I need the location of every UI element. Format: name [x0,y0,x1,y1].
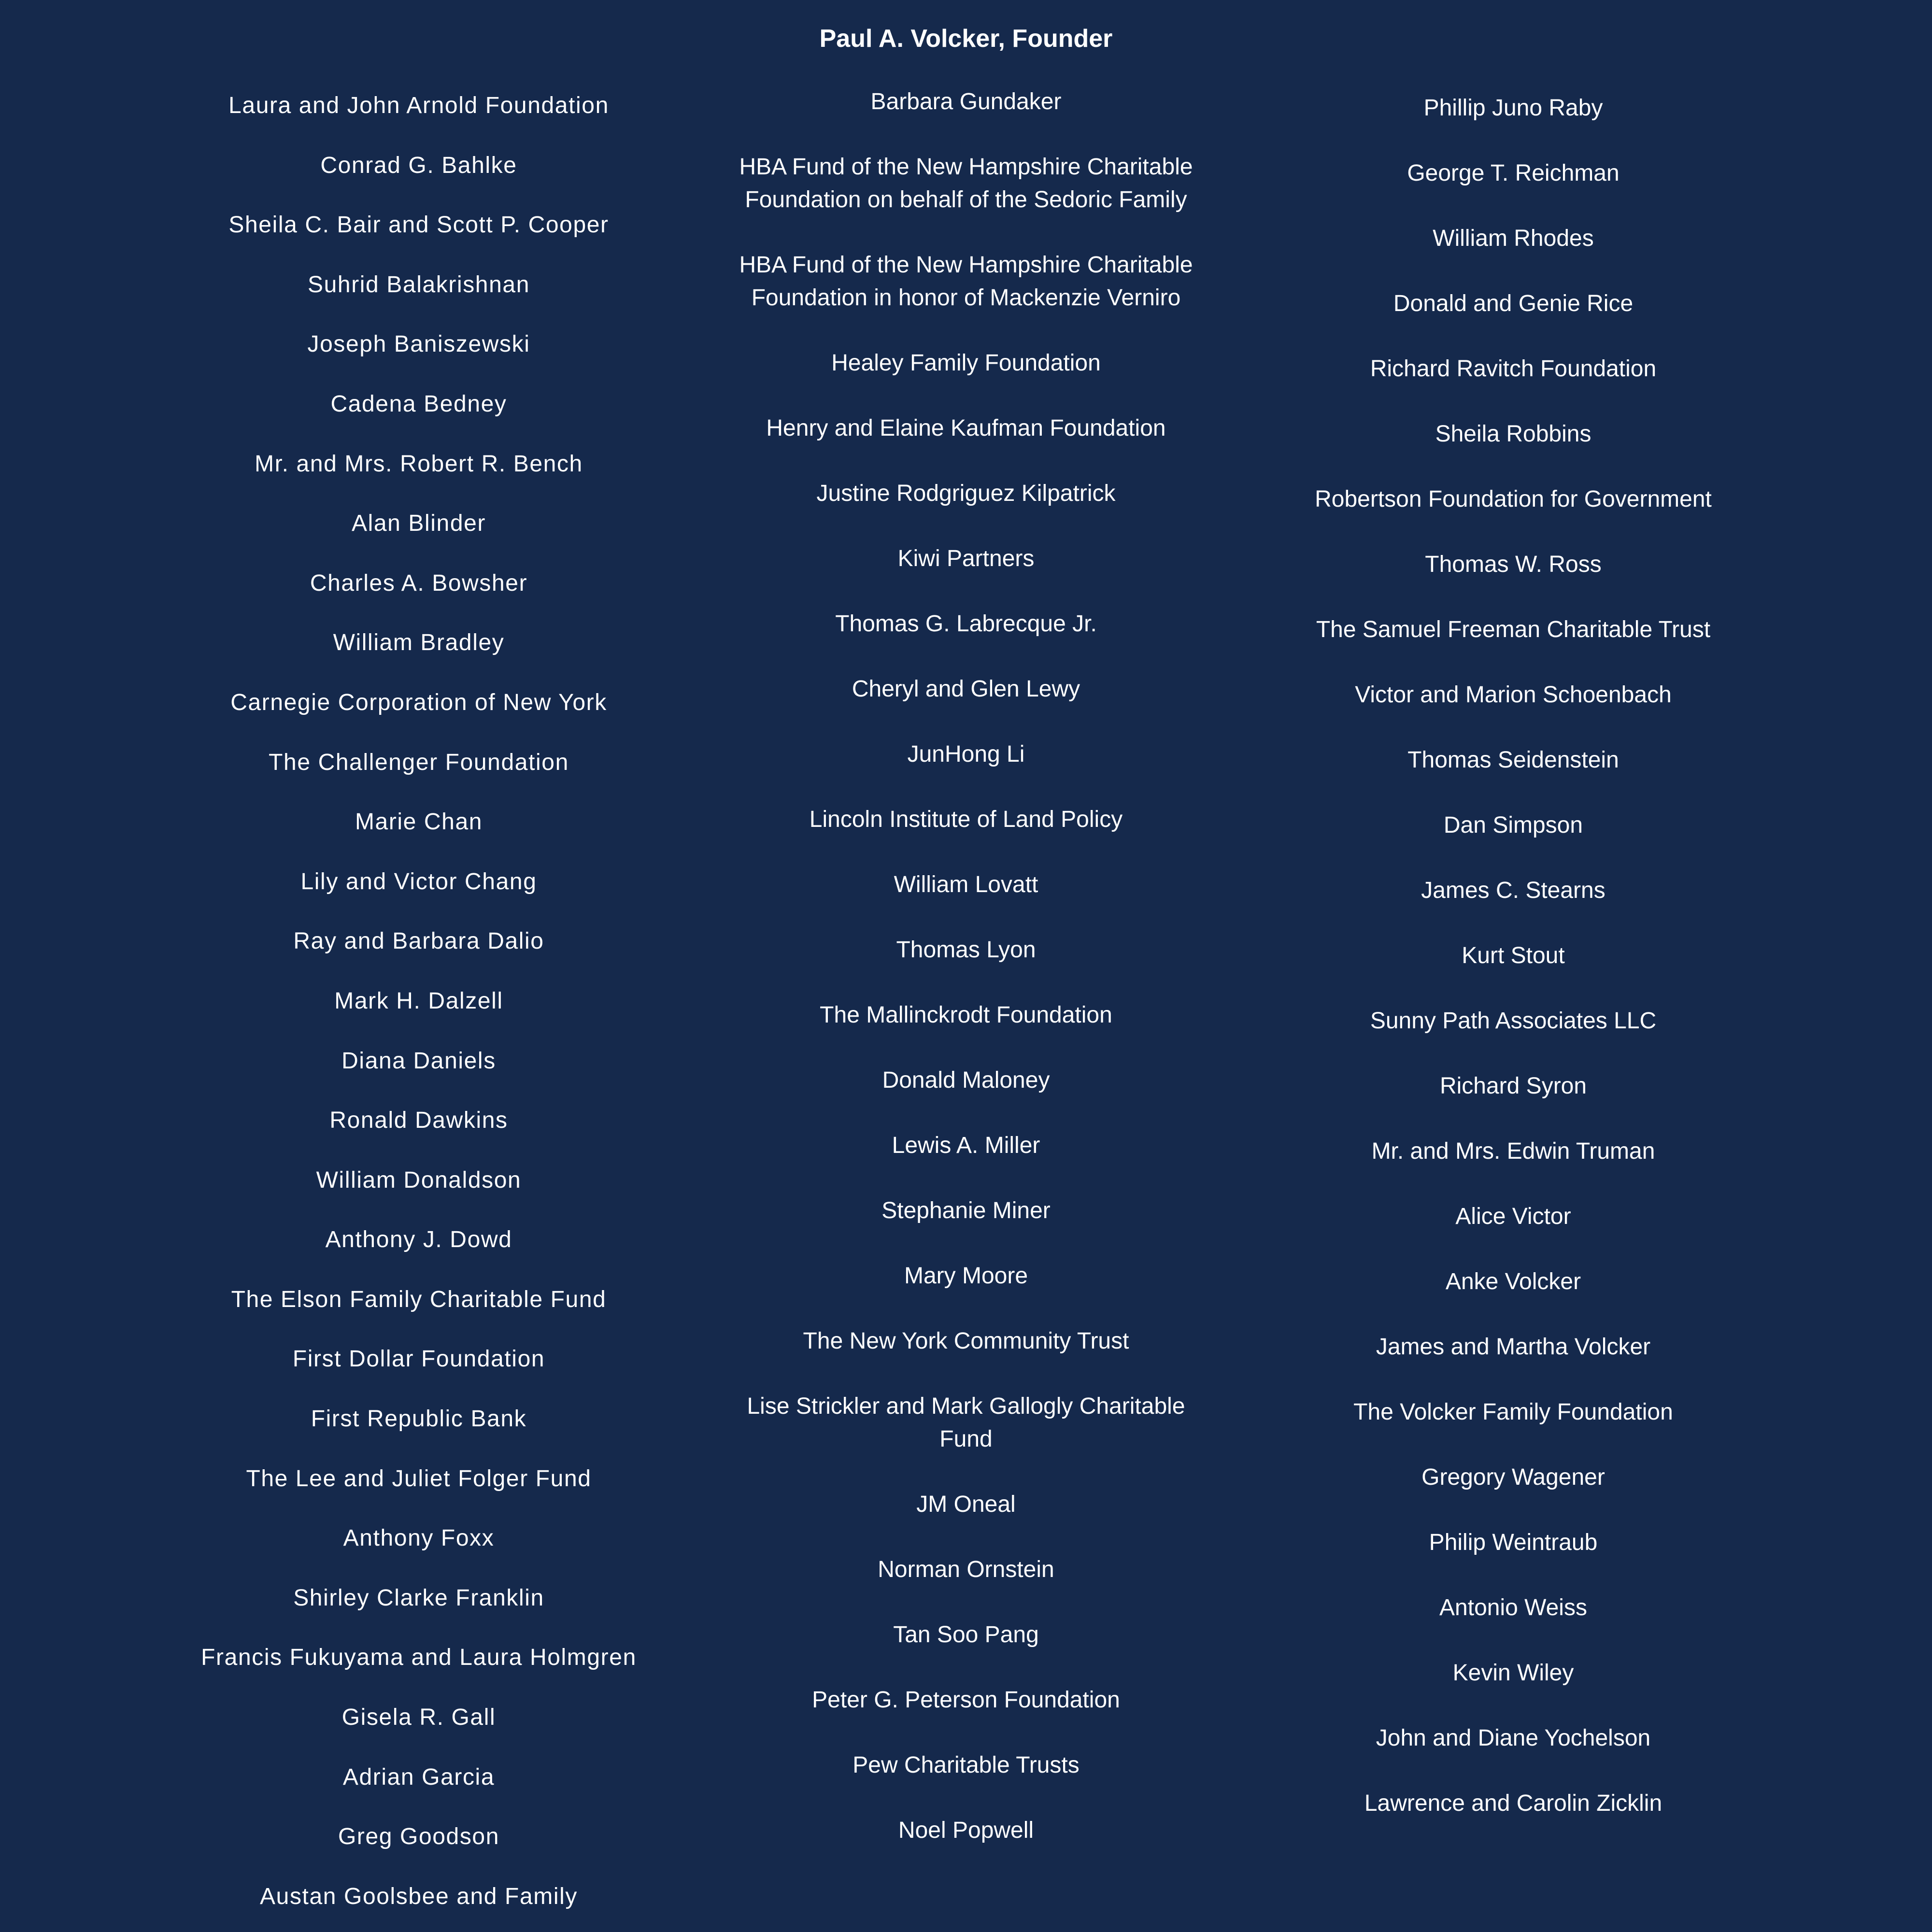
donor-name: JunHong Li [907,741,1025,767]
donor-name: Thomas G. Labrecque Jr. [835,611,1097,637]
donor-name: Gregory Wagener [1421,1464,1605,1490]
donor-name: Sheila Robbins [1435,421,1591,447]
donor-name: Norman Ornstein [878,1557,1054,1582]
donor-name: Sunny Path Associates LLC [1370,1008,1657,1034]
donor-name: William Bradley [333,630,505,656]
donor-name: Thomas Seidenstein [1407,747,1619,773]
donor-name: Marie Chan [355,809,483,835]
donor-name: Anthony Foxx [343,1525,495,1551]
donor-name: Lawrence and Carolin Zicklin [1364,1790,1662,1816]
donor-name: The Challenger Foundation [269,749,569,775]
donor-name: The New York Community Trust [803,1328,1129,1354]
donor-column-left [177,91,660,1932]
donor-name: Diana Daniels [341,1048,496,1074]
donor-name: Thomas Lyon [896,937,1036,963]
donor-name: Noel Popwell [898,1818,1034,1843]
donor-name: The Volcker Family Foundation [1353,1399,1673,1425]
donor-name: Justine Rodgriguez Kilpatrick [816,481,1116,506]
donor-name: Peter G. Peterson Foundation [812,1687,1120,1713]
donor-name: Laura and John Arnold Foundation [228,93,609,118]
donor-name: Adrian Garcia [342,1764,495,1790]
donor-name: HBA Fund of the New Hampshire Charitable Foundation on behalf of the Sedoric Family [739,154,1193,213]
donor-name: JM Oneal [916,1492,1016,1517]
donor-name: Cheryl and Glen Lewy [852,676,1080,702]
donor-name: First Republic Bank [311,1406,527,1432]
donor-name: Alice Victor [1455,1204,1571,1229]
donor-name: Stephanie Miner [881,1198,1051,1223]
donor-name: James C. Stearns [1421,878,1605,903]
donor-name: Carnegie Corporation of New York [230,689,607,715]
donor-name: Shirley Clarke Franklin [293,1585,544,1611]
donor-name: Sheila C. Bair and Scott P. Cooper [228,212,609,238]
donor-name: Thomas W. Ross [1425,552,1602,577]
donor-name: First Dollar Foundation [292,1346,545,1372]
donor-name: Philip Weintraub [1429,1530,1598,1555]
donor-name: William Lovatt [894,872,1038,897]
donor-name: Kurt Stout [1462,943,1565,968]
donor-name: George T. Reichman [1407,160,1619,186]
donor-name: Francis Fukuyama and Laura Holmgren [201,1645,637,1671]
donor-name: Joseph Baniszewski [307,331,530,357]
donor-name: Alan Blinder [351,511,486,537]
donor-name: The Lee and Juliet Folger Fund [246,1465,592,1492]
donor-name: Donald and Genie Rice [1393,291,1634,316]
donor-name: Phillip Juno Raby [1423,95,1603,121]
donor-name: John and Diane Yochelson [1376,1725,1651,1751]
donor-name: Kevin Wiley [1452,1660,1574,1686]
donor-name: Richard Ravitch Foundation [1370,356,1657,382]
donor-name: William Rhodes [1433,226,1594,251]
donor-name: Charles A. Bowsher [310,570,528,596]
donor-column-right [1272,92,1755,1852]
donor-name: Robertson Foundation for Government [1315,486,1712,512]
donor-name: Anke Volcker [1445,1269,1581,1294]
donor-name: Ray and Barbara Dalio [293,928,544,954]
donor-name: Mr. and Mrs. Edwin Truman [1371,1138,1655,1164]
donor-name: Conrad G. Bahlke [320,152,517,178]
donor-name: Lise Strickler and Mark Gallogly Charitable Fund [747,1393,1185,1452]
donor-name: Donald Maloney [882,1067,1050,1093]
donor-name: Suhrid Balakrishnan [308,271,530,298]
donor-name: Lewis A. Miller [892,1133,1040,1158]
donor-name: Anthony J. Dowd [325,1227,512,1253]
donor-name: Mr. and Mrs. Robert R. Bench [255,451,583,477]
donor-name: The Elson Family Charitable Fund [231,1286,607,1312]
donor-name: Kiwi Partners [897,546,1035,571]
donor-name: Greg Goodson [338,1824,500,1850]
donor-name: HBA Fund of the New Hampshire Charitable Foundation in honor of Mackenzie Verniro [739,252,1193,311]
donor-column-middle [724,85,1208,1879]
donor-name: Gisela R. Gall [341,1705,496,1731]
donor-name: Mark H. Dalzell [334,988,503,1014]
page-title: Paul A. Volcker, Founder [819,25,1113,53]
donor-name: The Samuel Freeman Charitable Trust [1316,617,1711,642]
donor-name: Cadena Bedney [330,391,507,417]
donor-name: William Donaldson [316,1167,522,1193]
donor-name: Ronald Dawkins [329,1108,508,1134]
donor-name: Henry and Elaine Kaufman Foundation [766,415,1166,441]
donor-name: Pew Charitable Trusts [852,1752,1080,1778]
donor-name: The Mallinckrodt Foundation [820,1002,1112,1028]
donor-name: Lincoln Institute of Land Policy [809,807,1123,832]
donor-name: Victor and Marion Schoenbach [1355,682,1672,708]
donor-name: Austan Goolsbee and Family [260,1883,578,1909]
donor-name: Antonio Weiss [1439,1595,1587,1620]
donor-name: James and Martha Volcker [1376,1334,1651,1360]
donor-name: Dan Simpson [1443,812,1583,838]
donor-name: Healey Family Foundation [831,350,1101,376]
donor-name: Tan Soo Pang [893,1622,1039,1648]
donor-name: Barbara Gundaker [870,89,1062,114]
donor-name: Mary Moore [904,1263,1028,1289]
donor-name: Lily and Victor Chang [300,868,537,895]
donor-name: Richard Syron [1439,1073,1587,1099]
